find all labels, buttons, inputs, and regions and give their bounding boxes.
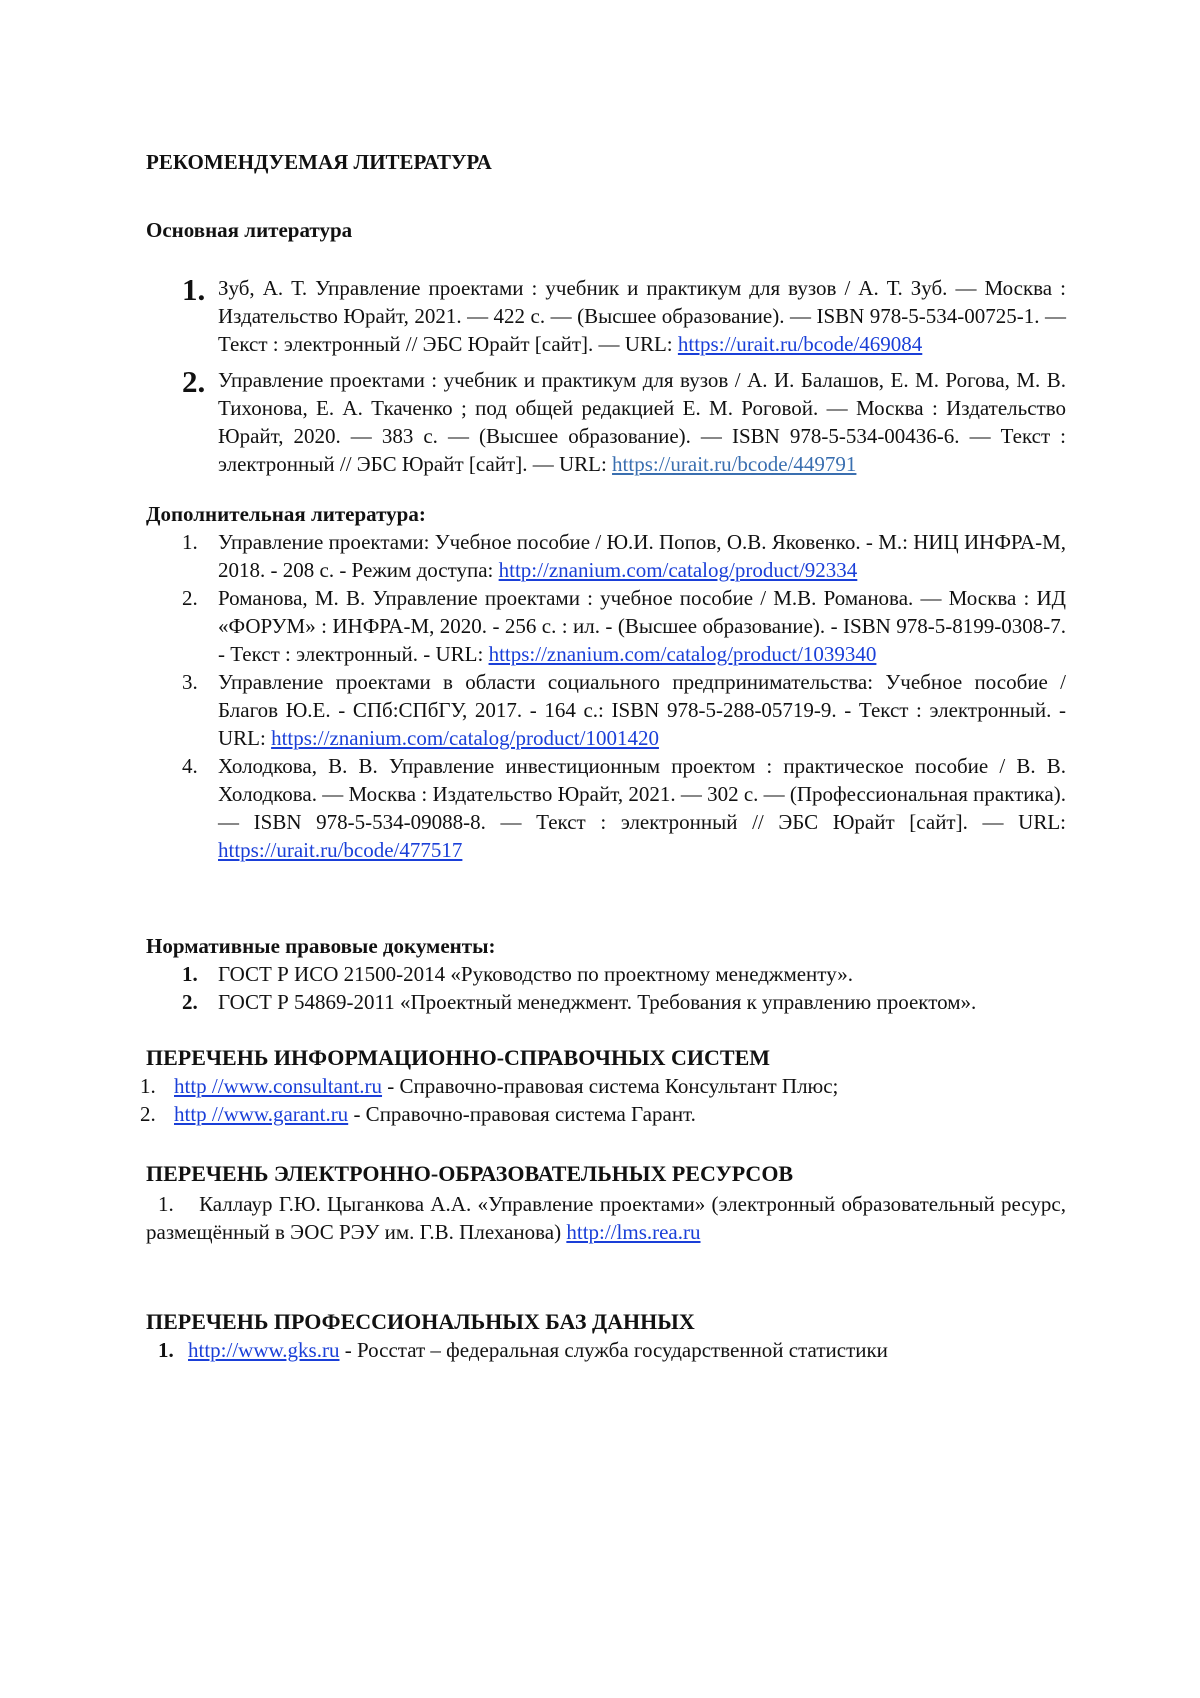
item-link[interactable]: http //www.garant.ru [174, 1102, 349, 1126]
norm-docs-heading: Нормативные правовые документы: [146, 934, 496, 958]
item-text: Управление проектами : учебник и практикум для вузов / А. И. Балашов, Е. М. Рогова, М. В. Тихонова, Е. А. Ткаченко ; под общей редакцией Е. М. Роговой. — Москва : Издательство Юрайт, 2020. — 383 с. — (Высшее образование). — ISBN 978-5-534-00436-6. — Текст : электронный // ЭБС Юрайт [сайт]. — URL: [218, 368, 1066, 476]
list-item [146, 366, 1066, 478]
info-systems-heading: ПЕРЕЧЕНЬ ИНФОРМАЦИОННО-СПРАВОЧНЫХ СИСТЕМ [146, 1045, 771, 1070]
item-link[interactable]: http://lms.rea.ru [566, 1220, 701, 1244]
item-link[interactable]: https://urait.ru/bcode/449791 [612, 452, 857, 476]
list-item [146, 752, 1066, 864]
item-number: 4. [182, 754, 198, 778]
item-number: 2. [140, 1102, 156, 1126]
item-text: ГОСТ Р 54869-2011 «Проектный менеджмент. Требования к управлению проектом». [218, 990, 977, 1014]
add-lit-heading: Дополнительная литература: [146, 502, 426, 526]
item-number: 2. [182, 586, 198, 610]
item-text: Романова, М. В. Управление проектами : учебное пособие / М.В. Романова. — Москва : ИД «ФОРУМ» : ИНФРА-М, 2020. - 256 с. : ил. - (Высшее образование). - ISBN 978-5-8199-0308-7. - Текст : электронный. - URL: [218, 586, 1066, 666]
list-item [146, 668, 1066, 752]
item-number: 2. [182, 364, 206, 399]
item-link[interactable]: https://znanium.com/catalog/product/1039340 [488, 642, 877, 666]
item-number: 3. [182, 670, 198, 694]
item-text: - Справочно-правовая система Консультант Плюс; [382, 1074, 839, 1098]
edu-resource-item [146, 1190, 1066, 1246]
list-item [146, 274, 1066, 358]
item-link[interactable]: https://urait.ru/bcode/477517 [218, 838, 463, 862]
add-lit-list [146, 528, 1066, 864]
document-page [140, 148, 1067, 1364]
main-lit-list [146, 274, 1066, 478]
item-link[interactable]: http://znanium.com/catalog/product/92334 [498, 558, 858, 582]
item-number: 1. [140, 1074, 156, 1098]
list-item [146, 584, 1066, 668]
prof-db-heading: ПЕРЕЧЕНЬ ПРОФЕССИОНАЛЬНЫХ БАЗ ДАННЫХ [146, 1309, 695, 1334]
item-number: 1. [158, 1192, 174, 1216]
edu-resources-heading: ПЕРЕЧЕНЬ ЭЛЕКТРОННО-ОБРАЗОВАТЕЛЬНЫХ РЕСУРСОВ [146, 1161, 794, 1186]
list-item [146, 528, 1066, 584]
page-title: РЕКОМЕНДУЕМАЯ ЛИТЕРАТУРА [146, 150, 492, 174]
item-link[interactable]: https://urait.ru/bcode/469084 [677, 332, 923, 356]
list-item [140, 1100, 1066, 1128]
norm-docs-list [146, 960, 1066, 1016]
prof-db-list [146, 1336, 1066, 1364]
item-text: ГОСТ Р ИСО 21500-2014 «Руководство по проектному менеджменту». [218, 962, 853, 986]
info-systems-list [140, 1072, 1066, 1128]
item-text: Управление проектами в области социального предпринимательства: Учебное пособие / Благов Ю.Е. - СПб:СПбГУ, 2017. - 164 с.: ISBN 978-5-288-05719-9. - Текст : электронный. - URL: [218, 670, 1066, 750]
main-lit-heading: Основная литература [146, 218, 353, 242]
item-number: 1. [182, 530, 198, 554]
item-link[interactable]: https://znanium.com/catalog/product/1001420 [271, 726, 659, 750]
list-item [146, 988, 1066, 1016]
item-number: 1. [182, 962, 198, 986]
item-text: Каллаур Г.Ю. Цыганкова А.А. «Управление проектами» (электронный образовательный ресурс, размещённый в ЭОС РЭУ им. Г.В. Плеханова) [146, 1192, 1067, 1244]
item-link[interactable]: http://www.gks.ru [188, 1338, 340, 1362]
item-text: Холодкова, В. В. Управление инвестиционным проектом : практическое пособие / В. В. Холодкова. — Москва : Издательство Юрайт, 2021. — 302 с. — (Профессиональная практика). — ISBN 978-5-534-09088-8. — Текст : электронный // ЭБС Юрайт [сайт]. — URL: [218, 754, 1066, 834]
list-item [146, 1336, 1066, 1364]
item-number: 1. [158, 1338, 174, 1362]
list-item [146, 960, 1066, 988]
item-link[interactable]: http //www.consultant.ru [174, 1074, 383, 1098]
item-text: Управление проектами: Учебное пособие / Ю.И. Попов, О.В. Яковенко. - М.: НИЦ ИНФРА-М, 2018. - 208 с. - Режим доступа: [218, 530, 1066, 582]
item-text: - Справочно-правовая система Гарант. [348, 1102, 696, 1126]
item-number: 1. [182, 272, 206, 307]
item-number: 2. [182, 990, 198, 1014]
list-item [140, 1072, 1066, 1100]
item-text: Зуб, А. Т. Управление проектами : учебник и практикум для вузов / А. Т. Зуб. — Москва : Издательство Юрайт, 2021. — 422 с. — (Высшее образование). — ISBN 978-5-534-00725-1. — Текст : электронный // ЭБС Юрайт [сайт]. — URL: [218, 276, 1066, 356]
item-text: - Росстат – федеральная служба государственной статистики [339, 1338, 888, 1362]
